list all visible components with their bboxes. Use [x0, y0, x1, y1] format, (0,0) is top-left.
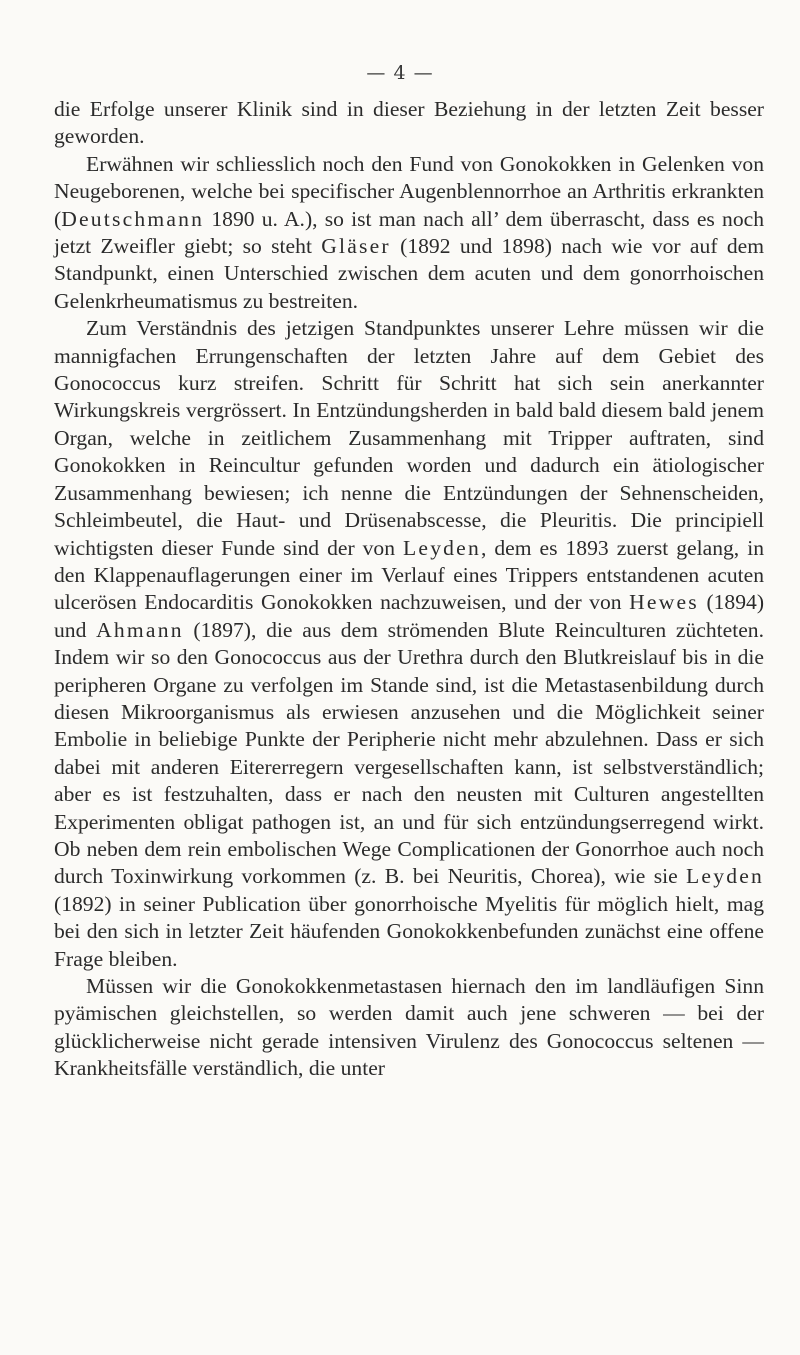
paragraph-p3 [54, 315, 764, 973]
paragraph-p2 [54, 151, 764, 315]
text-segment: 1890 u. A.), so ist man nach all’ dem überrascht, dass es noch jetzt Zweifler giebt; so steht [54, 206, 764, 259]
paragraph-p1 [54, 96, 764, 151]
text-segment: , dem es 1893 zuerst gelang, in den Klappenauflagerungen einer im Verlauf eines Trippers entstandenen acuten ulcerösen Endocarditis Gonokokken nachzuweisen, und der von [54, 535, 764, 615]
author-name: Leyden [403, 535, 481, 560]
author-name: Leyden [686, 864, 764, 889]
body-text [54, 96, 764, 1083]
page-number: — 4 — [366, 62, 434, 84]
author-name: Hewes [629, 590, 699, 615]
text-segment: Erwähnen wir schliesslich noch den Fund von Gonokokken in Gelenken von Neugeborenen, welche bei specifischer Augenblennorrhoe an Arthritis erkrankten ( [54, 151, 764, 231]
text-segment: die Erfolge unserer Klinik sind in dieser Beziehung in der letzten Zeit besser geworden. [54, 97, 764, 149]
author-name: Ahmann [96, 617, 184, 642]
paragraph-p4 [54, 973, 764, 1083]
text-segment: (1892 und 1898) nach wie vor auf dem Standpunkt, einen Unterschied zwischen dem acuten und dem gonorrhoischen Gelenkrheumatismus zu bestreiten. [54, 234, 765, 313]
text-segment: Müssen wir die Gonokokkenmetastasen hiernach den im landläufigen Sinn pyämischen gleichstellen, so werden damit auch jene schweren — bei der glücklicherweise nicht gerade intensiven Virulenz des Gonococcus seltenen — Krankheitsfälle verständlich, die unter [54, 974, 764, 1081]
text-segment: (1897), die aus dem strömenden Blute Reinculturen züchteten. Indem wir so den Gonococcus aus der Urethra durch den Blutkreislauf bis in die peripheren Organe zu verfolgen im Stande sind, ist die Metastasenbildung durch diesen Mikroorganismus als erwiesen anzusehen und die Möglichkeit seiner Embolie in beliebige Punkte der Peripherie nicht mehr abzulehnen. Dass er sich dabei mit anderen Eitererregern vergesellschaften kann, ist selbstverständlich; aber es ist festzuhalten, dass er nach den neusten mit Culturen angestellten Experimenten obligat pathogen ist, an und für sich entzündungserregend wirkt. Ob neben dem rein embolischen Wege Complicationen der Gonorrhoe auch noch durch Toxinwirkung vorkommen (z. B. bei Neuritis, Chorea), wie sie [54, 617, 764, 889]
author-name: Deutschmann [61, 206, 205, 231]
text-segment: Zum Verständnis des jetzigen Standpunktes unserer Lehre müssen wir die mannigfachen Errungenschaften der letzten Jahre auf dem Gebiet des Gonococcus kurz streifen. Schritt für Schritt hat sich sein anerkannter Wirkungskreis vergrössert. In Entzündungsherden in bald bald diesem bald jenem Organ, welche in zeitlichem Zusammenhang mit Tripper auftraten, sind Gonokokken in Reincultur gefunden worden und dadurch ein ätiologischer Zusammenhang bewiesen; ich nenne die Entzündungen der Sehnenscheiden, Schleimbeutel, die Haut- und Drüsenabscesse, die Pleuritis. Die principiell wichtigsten dieser Funde sind der von [54, 316, 764, 560]
text-segment: (1894) und [54, 590, 765, 642]
text-segment: (1892) in seiner Publication über gonorrhoische Myelitis für möglich hielt, mag bei den sich in letzter Zeit häufenden Gonokokkenbefunden zunächst eine offene Frage bleiben. [54, 891, 764, 971]
author-name: Gläser [321, 234, 391, 259]
